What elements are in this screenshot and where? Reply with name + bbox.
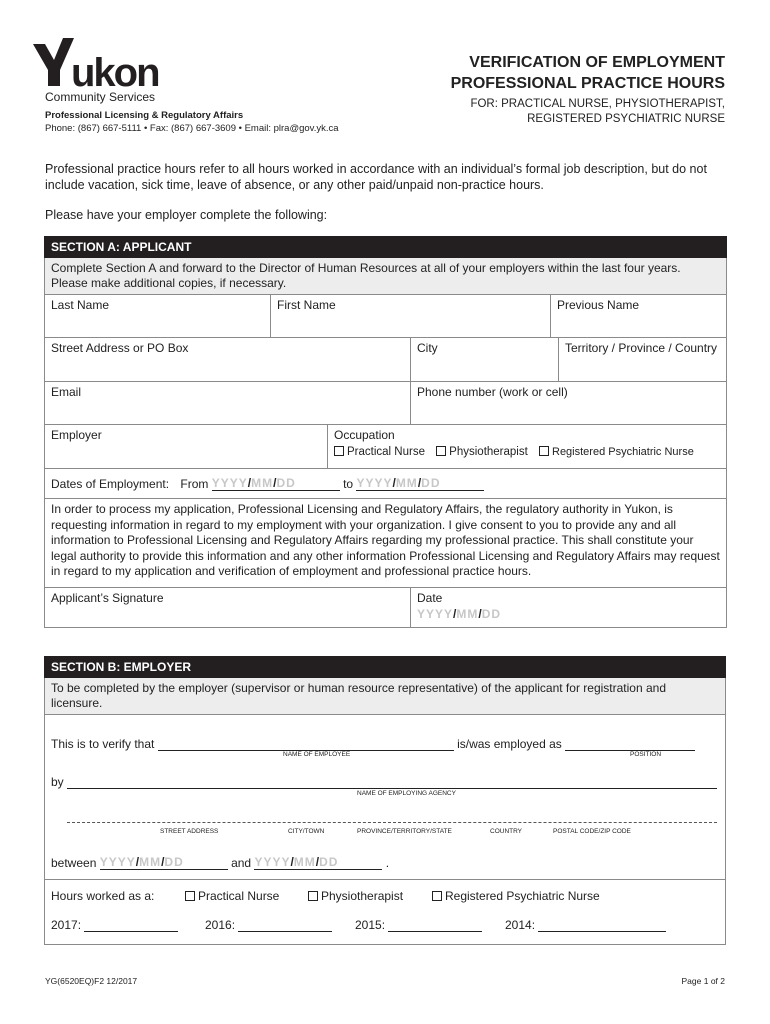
occupation-option-practical-nurse[interactable]: Practical Nurse [334,446,425,458]
signature-label: Applicant’s Signature [51,591,164,605]
svg-text:ukon: ukon [71,51,159,92]
previous-name-field[interactable] [551,295,727,338]
checkbox-icon[interactable] [185,891,195,901]
hours-worked-block [45,880,726,945]
occupation-field [328,425,727,469]
employee-caption: NAME OF EMPLOYEE [283,751,351,758]
first-name-label: First Name [277,298,336,312]
subtitle-line-1: FOR: PRACTICAL NURSE, PHYSIOTHERAPIST, [470,98,725,110]
hours-option-physiotherapist[interactable]: Physiotherapist [308,889,403,903]
branch-name: Professional Licensing & Regulatory Affairs [45,110,244,121]
last-name-field[interactable] [45,295,271,338]
employer-label: Employer [51,428,102,442]
department-name: Community Services [45,90,156,104]
checkbox-icon[interactable] [432,891,442,901]
position-caption: POSITION [630,751,662,758]
agency-caption: NAME OF EMPLOYING AGENCY [357,790,456,797]
address-input[interactable] [67,812,717,823]
employed-as-label: is/was employed as [457,737,562,751]
signature-date-input[interactable]: YYYY/MM/DD [417,607,502,621]
street-caption: STREET ADDRESS [160,828,219,835]
subtitle-line-2: REGISTERED PSYCHIATRIC NURSE [527,113,725,125]
street-address-field[interactable] [45,338,411,382]
territory-field[interactable] [559,338,727,382]
employee-name-input[interactable] [158,738,454,751]
section-b-instructions: To be completed by the employer (supervisor or human resource representative) of the applicant for registration and licensure. [45,678,726,715]
section-a-table [44,236,727,628]
instruction-text: Please have your employer complete the following: [45,208,328,222]
checkbox-icon[interactable] [539,446,549,456]
between-label: between [51,856,97,870]
previous-name-label: Previous Name [557,298,640,312]
section-a-header: SECTION A: APPLICANT [45,237,727,258]
yukon-logo [33,30,173,92]
form-subtitle [405,97,725,127]
checkbox-icon[interactable] [436,446,446,456]
dates-label: Dates of Employment: [51,477,170,491]
occupation-option-physiotherapist[interactable]: Physiotherapist [436,446,528,458]
phone-label: Phone number (work or cell) [417,385,568,399]
verify-label: This is to verify that [51,737,155,751]
year-2014-label: 2014: [505,918,536,932]
phone-field[interactable] [411,382,727,425]
position-input[interactable] [565,738,695,751]
title-line-2: PROFESSIONAL PRACTICE HOURS [450,75,725,92]
hours-option-psychiatric-nurse[interactable]: Registered Psychiatric Nurse [432,889,600,903]
and-label: and [231,856,252,870]
from-date-input[interactable]: YYYY/MM/DD [212,476,340,491]
employing-agency-input[interactable] [67,776,717,789]
section-b-header: SECTION B: EMPLOYER [45,657,726,678]
year-2014-input[interactable] [538,919,666,932]
year-2016-label: 2016: [205,918,236,932]
form-title [405,52,725,94]
email-label: Email [51,385,82,399]
email-field[interactable] [45,382,411,425]
signature-field[interactable] [45,588,411,628]
postal-caption: POSTAL CODE/ZIP CODE [553,828,631,835]
from-label: From [180,477,209,491]
city-caption: CITY/TOWN [288,828,325,835]
page-number: Page 1 of 2 [681,976,725,986]
year-2015-label: 2015: [355,918,386,932]
employer-field[interactable] [45,425,328,469]
signature-date-label: Date [417,591,443,605]
dates-of-employment-row [45,469,727,499]
occupation-option-psychiatric-nurse[interactable]: Registered Psychiatric Nurse [539,446,694,458]
signature-date-field[interactable] [411,588,727,628]
contact-info: Phone: (867) 667-5111 • Fax: (867) 667-3609 • Email: plra@gov.yk.ca [45,123,339,134]
hours-label: Hours worked as a: [51,889,155,903]
checkbox-icon[interactable] [308,891,318,901]
territory-label: Territory / Province / Country [565,341,718,355]
province-caption: PROVINCE/TERRITORY/STATE [357,828,452,835]
occupation-label: Occupation [334,428,395,442]
section-a-instructions: Complete Section A and forward to the Director of Human Resources at all of your employers within the last four years. Please make additional copies, if necessary. [45,258,727,295]
city-field[interactable] [411,338,559,382]
between-end-date[interactable]: YYYY/MM/DD [254,855,382,870]
title-line-1: VERIFICATION OF EMPLOYMENT [469,54,725,71]
intro-text: Professional practice hours refer to all hours worked in accordance with an individual’s formal job description, but do not include vacation, sick time, leave of absence, or any other paid/unpaid non-practice hours. [45,162,707,192]
first-name-field[interactable] [271,295,551,338]
last-name-label: Last Name [51,298,110,312]
form-code: YG(6520EQ)F2 12/2017 [45,976,138,986]
consent-text: In order to process my application, Professional Licensing and Regulatory Affairs, the regulatory authority in Yukon, is requesting information in regard to my employment with your organization. I give consent to you to provide any and all information to Professional Licensing and Regulatory Affairs regarding my professional practice. This shall constitute your legal authority to provide this information and any other information Professional Licensing and Regulatory Affairs may request in regard to my application and verification of employment and professional practice hours. [45,499,727,588]
year-2016-input[interactable] [238,919,332,932]
by-label: by [51,775,64,789]
hours-option-practical-nurse[interactable]: Practical Nurse [185,889,279,903]
year-2017-input[interactable] [84,919,178,932]
to-label: to [343,477,354,491]
between-start-date[interactable]: YYYY/MM/DD [100,855,228,870]
year-2015-input[interactable] [388,919,482,932]
employer-verification-block: This is to verify that is/was employed as NAME OF EMPLOYEE POSITION by NAME OF EMPLOYING AGENCY STREET ADDRESS CITY/TOWN PROVINCE/TERRITORY/STATE COUNTRY POSTAL CODE/ZIP CODE between YYYY/MM/DD and YYYY/MM/DD . [45,715,726,880]
to-date-input[interactable]: YYYY/MM/DD [356,476,484,491]
checkbox-icon[interactable] [334,446,344,456]
country-caption: COUNTRY [490,828,523,835]
city-label: City [417,341,438,355]
section-b-table [44,656,726,945]
year-2017-label: 2017: [51,918,82,932]
street-address-label: Street Address or PO Box [51,341,189,355]
